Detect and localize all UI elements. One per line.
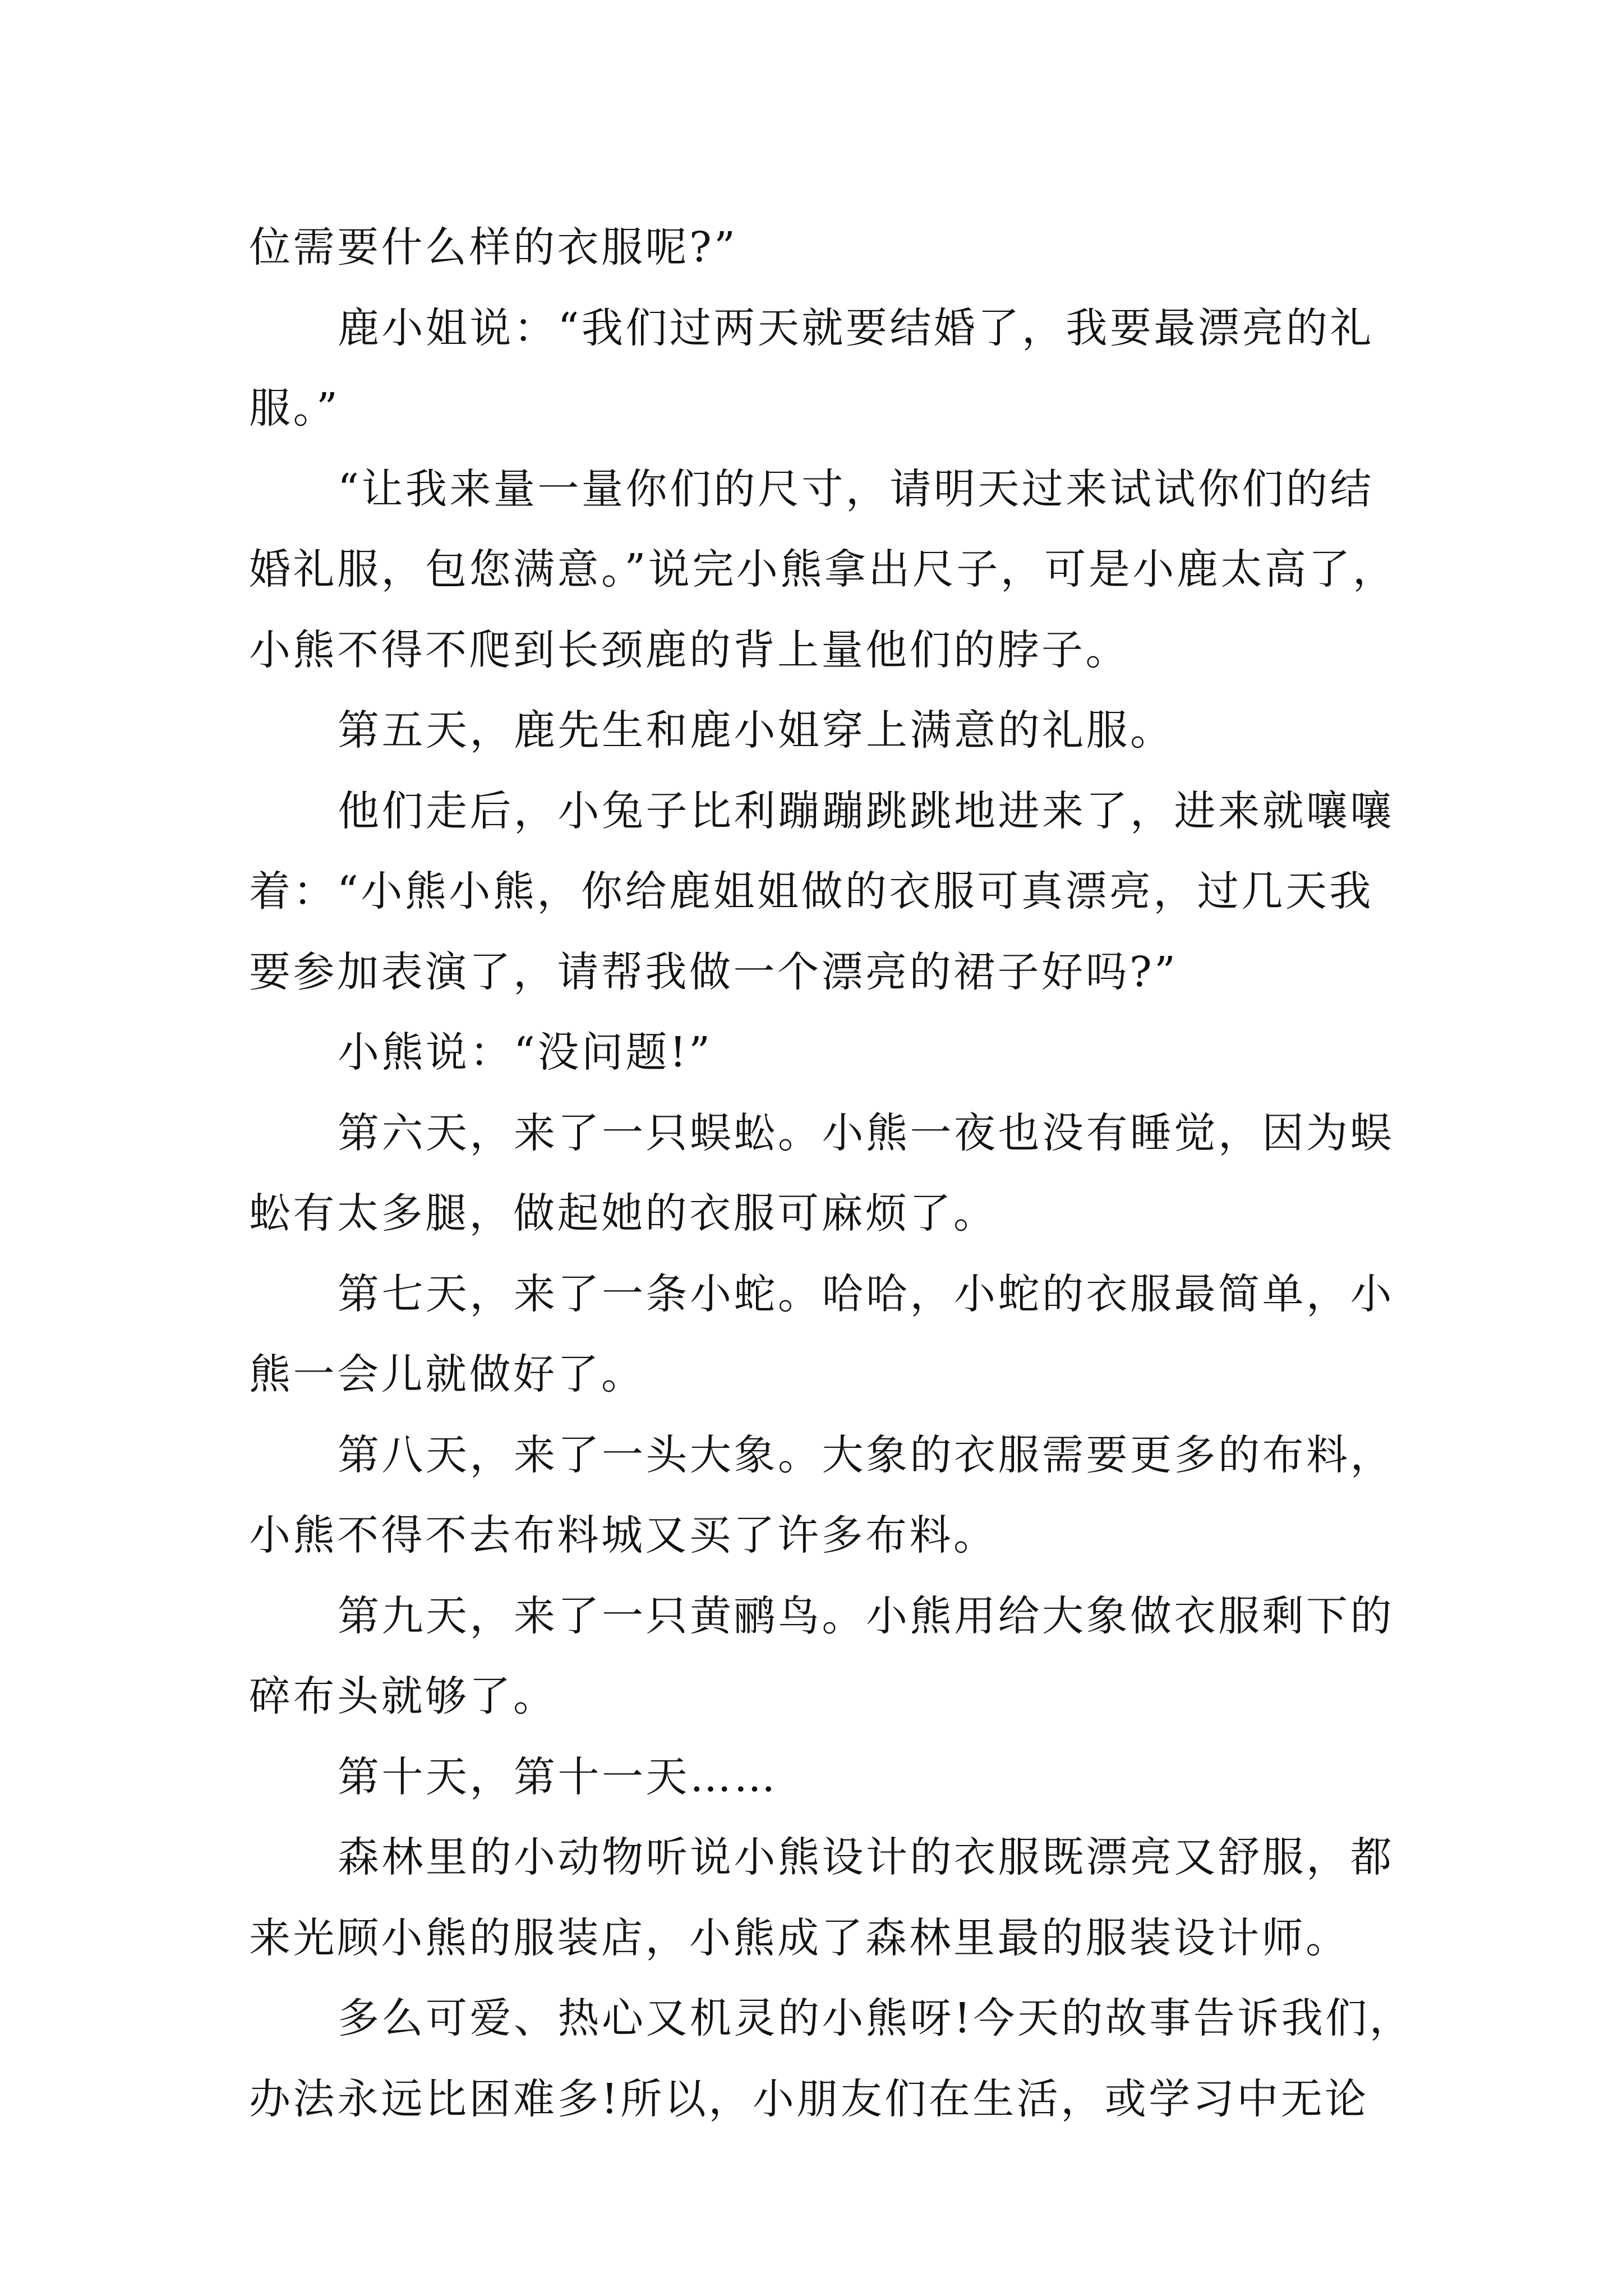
text-line: 第十天，第十一天…… — [338, 1752, 778, 1801]
text-line: 第九天，来了一只黄鹂鸟。小熊用给大象做衣服剩下的 — [338, 1591, 1394, 1640]
text-line: 小熊不得不爬到长颈鹿的背上量他们的脖子。 — [249, 625, 1129, 674]
text-line: 第八天，来了一头大象。大象的衣服需要更多的布料， — [338, 1430, 1394, 1479]
text-line: 要参加表演了，请帮我做一个漂亮的裙子好吗?” — [249, 947, 1178, 996]
text-line: “让我来量一量你们的尺寸，请明天过来试试你们的结 — [338, 464, 1374, 513]
text-line: 蚣有太多腿，做起她的衣服可麻烦了。 — [249, 1189, 998, 1237]
text-line: 多么可爱、热心又机灵的小熊呀!今天的故事告诉我们， — [338, 1994, 1414, 2042]
text-line: 碎布头就够了。 — [249, 1672, 557, 1720]
text-line: 鹿小姐说：“我们过两天就要结婚了，我要最漂亮的礼 — [338, 303, 1374, 352]
text-line: 来光顾小熊的服装店，小熊成了森林里最的服装设计师。 — [249, 1913, 1350, 1962]
text-line: 第五天，鹿先生和鹿小姐穿上满意的礼服。 — [338, 706, 1174, 754]
text-line: 第七天，来了一条小蛇。哈哈，小蛇的衣服最简单，小 — [338, 1269, 1394, 1318]
text-line: 小熊说：“没问题!” — [338, 1028, 713, 1076]
text-line: 小熊不得不去布料城又买了许多布料。 — [249, 1511, 998, 1559]
document-body — [249, 208, 1414, 2139]
text-line: 婚礼服，包您满意。”说完小熊拿出尺子，可是小鹿太高了， — [249, 545, 1397, 593]
text-line: 他们走后，小兔子比利蹦蹦跳跳地进来了，进来就嚷嚷 — [338, 786, 1394, 835]
text-line: 办法永远比困难多!所以，小朋友们在生活，或学习中无论 — [249, 2074, 1369, 2123]
text-line: 位需要什么样的衣服呢?” — [249, 223, 738, 272]
text-line: 着：“小熊小熊，你给鹿姐姐做的衣服可真漂亮，过几天我 — [249, 867, 1373, 915]
text-line: 服。” — [249, 384, 340, 432]
text-line: 熊一会儿就做好了。 — [249, 1350, 645, 1398]
text-line: 第六天，来了一只蜈蚣。小熊一夜也没有睡觉，因为蜈 — [338, 1108, 1394, 1157]
text-line: 森林里的小动物听说小熊设计的衣服既漂亮又舒服，都 — [338, 1833, 1394, 1881]
